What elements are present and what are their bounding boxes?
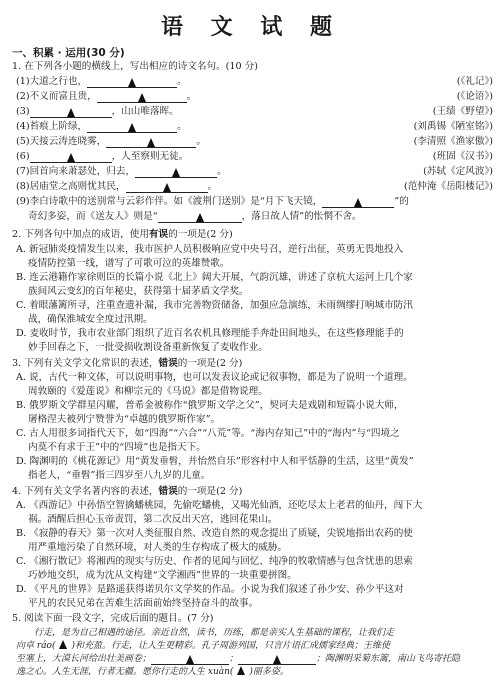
q1-item-3: (3) ，山山唯落晖。: [16, 106, 179, 117]
q1-item-7: (7)回首向来萧瑟处，归去， 。: [16, 166, 227, 177]
q1-source-4: (刘禹锡《陋室铭》): [413, 121, 493, 132]
q1-item-4: (4)苔痕上阶绿， 。: [16, 121, 187, 132]
q1-source-2: (《论语》): [456, 91, 493, 102]
q3-option-c-cont: 内莫不有求于王”中的“四境”也是指天下。: [28, 442, 206, 453]
q4-option-a: A. 《西游记》中孙悟空智擒蟠桃园，先偷吃蟠桃，又喝光仙酒，还吃尽太上老君的仙丹，闯下大: [16, 500, 423, 511]
q2-option-b: B. 连云港籍作家徐则臣的长篇小说《北上》阔大开展，气韵沉雄，讲述了京杭大运河上几个家: [16, 272, 413, 283]
triangle-marker-icon: [128, 78, 136, 87]
answer-blank[interactable]: [30, 152, 112, 163]
triangle-marker-icon: [67, 108, 75, 117]
answer-blank[interactable]: [97, 92, 187, 103]
q2-option-d: D. 麦收时节，我市农业部门组织了近百名农机具修理能手奔赴田间地头，在这些修理能手的: [16, 328, 404, 339]
q3-option-b: B. 俄罗斯文学群星闪耀，普希金被称作“俄罗斯文学之父”，契诃夫是戏剧和短篇小说大师，: [16, 400, 404, 411]
q1-item-9-line1: (9)李白诗歌中的送别常与云彩作伴。如《渡荆门送别》是“月下飞天镜， ”的: [16, 196, 409, 207]
q4-option-c-cont: 巧妙地交织，成为沈从文构建“文学湘西”世界的一块重要拼图。: [28, 570, 297, 581]
q2-stem: 2. 下列各句中加点的成语，使用有误的一项是(2 分): [12, 229, 233, 240]
q4-option-b-cont: 用严重地污染了自然环境，对人类的生存构成了极大的威胁。: [28, 542, 288, 553]
q4-option-d-cont: 平凡的农民兄弟在苦难生活面前始终坚持奋斗的故事。: [28, 598, 259, 609]
q4-option-b: B. 《寂静的春天》第一次对人类征服自然、改造自然的观念提出了质疑，尖锐地指出农药的使: [16, 528, 413, 539]
triangle-marker-icon: [196, 213, 204, 222]
triangle-marker-icon: [237, 666, 245, 675]
answer-blank[interactable]: [151, 654, 229, 665]
q1-stem: 1. 在下列各小题的横线上，写出相应的诗文名句。(10 分): [12, 61, 259, 72]
triangle-marker-icon: [59, 640, 67, 649]
q1-source-3: (王绩《野望》): [432, 106, 493, 117]
q3-option-d-cont: 指老人，“垂髫”指三四岁至八九岁的儿童。: [28, 470, 211, 481]
triangle-marker-icon: [186, 655, 194, 664]
q1-source-7: (苏轼《定风波》): [423, 166, 493, 177]
q1-source-6: (班固《汉书》): [432, 151, 493, 162]
triangle-marker-icon: [273, 655, 281, 664]
triangle-marker-icon: [138, 93, 146, 102]
answer-blank[interactable]: [106, 137, 196, 148]
triangle-marker-icon: [354, 198, 362, 207]
q1-item-1: (1)大道之行也， 。: [16, 76, 187, 87]
q3-option-a: A. 说，古代一种文体，可以说明事物，也可以发表议论或记叙事物，都是为了说明一个道理。: [16, 372, 413, 383]
q1-item-9-line2: 奇幻多姿，而《送友人》则是“ ，落日故人情”的怅惘不舍。: [28, 211, 362, 222]
answer-blank[interactable]: [126, 182, 208, 193]
q3-option-d: D. 陶渊明的《桃花源记》用“黄发垂髫，并怡然自乐”形容村中人和平恬静的生活，这里“黄发”: [16, 456, 414, 467]
q2-option-c: C. 着眼藩篱所寻，注重查遗补漏，我市完善物资储备，加强应急演练，未雨绸缪打响城市防汛: [16, 300, 413, 311]
answer-blank[interactable]: [158, 212, 242, 223]
answer-blank[interactable]: [238, 654, 316, 665]
q3-option-c: C. 古人用很多词指代天下，如“四海”“六合”“八荒”等。“海内存知己”中的“海内”与“四境之: [16, 428, 400, 439]
q1-item-8: (8)居庙堂之高则忧其民， 。: [16, 181, 218, 192]
q4-stem: 4. 下列有关文学名著内容的表述，错误的一项是(2 分): [12, 486, 243, 497]
q5-passage-line1: 行走，是为自己相遇的途径。亲近自然，读书，历练，都是亲实人生基础的课程，让我们走: [34, 628, 395, 638]
answer-blank[interactable]: [135, 167, 217, 178]
q5-passage-line4: 逸之心。人生无涯，行者无疆。愿你行走的人生 xuàn( )丽多姿。: [16, 667, 289, 677]
q4-option-a-cont: 祸。酒醒后担心玉帝责罚，第二次反出天宫，逃回花果山。: [28, 514, 278, 525]
q2-option-b-cont: 族间风云变幻的百年秘史，获得第十届茅盾文学奖。: [28, 286, 249, 297]
page-title: 语 文 试 题: [161, 15, 342, 40]
q1-source-1: (《礼记》): [456, 76, 493, 87]
q3-option-b-cont: 屠格涅夫被列宁赞誉为“卓越的俄罗斯作家”。: [28, 414, 221, 425]
q1-item-6: (6) ，人至察则无徒。: [16, 151, 189, 162]
q4-option-d: D. 《平凡的世界》是路遥获得诺贝尔文学奖的作品。小说为我们叙述了孙少安、孙少平这对: [16, 584, 404, 595]
answer-blank[interactable]: [87, 77, 177, 88]
q5-passage-line2: 向卓 ráo( )和充盈。行走，让人生更精彩。孔子周游列国，只言片语汇成儒家经典；王维使: [16, 641, 390, 651]
answer-blank[interactable]: [87, 122, 177, 133]
triangle-marker-icon: [172, 168, 180, 177]
q3-option-a-cont: 周敦颐的《爱莲说》和柳宗元的《马说》都是借物说理。: [28, 386, 268, 397]
section-heading: 一、积累 · 运用(30 分): [12, 47, 125, 59]
triangle-marker-icon: [128, 123, 136, 132]
q1-item-2: (2)不义而富且贵， 。: [16, 91, 197, 102]
triangle-marker-icon: [67, 153, 75, 162]
answer-blank[interactable]: [30, 107, 112, 118]
q4-option-c: C. 《湘行散记》将湘西的现实与历史、作者的见闻与回忆、纯净的牧歌情感与包含忧患的思索: [16, 556, 413, 567]
q1-source-8: (范仲淹《岳阳楼记》): [403, 181, 493, 192]
q2-option-c-cont: 战，确保淮城安全度过汛期。: [28, 314, 153, 325]
q2-option-a: A. 新冠肺炎疫情发生以来，我市医护人员积极响应党中央号召，逆行出征，英勇无畏地投入: [16, 244, 404, 255]
q3-stem: 3. 下列有关文学文化常识的表述，错误的一项是(2 分): [12, 358, 243, 369]
q1-source-5: (李清照《渔家傲》): [413, 136, 493, 147]
answer-blank[interactable]: [322, 197, 394, 208]
q2-option-a-cont: 疫情防控第一线，谱写了可歌可泣的英雄赞歌。: [28, 258, 230, 269]
q2-option-d-cont: 妙手回春之下，一批受损收割设备重新恢复了麦收作业。: [28, 342, 268, 353]
triangle-marker-icon: [147, 138, 155, 147]
q1-item-5: (5)天接云涛连晓雾， 。: [16, 136, 206, 147]
q5-passage-line3: 至塞上，大漠长河给出壮美画卷； ； ；陶渊明采菊东篱，南山飞鸟寄托隐: [16, 654, 461, 664]
triangle-marker-icon: [163, 183, 171, 192]
q5-stem: 5. 阅读下面一段文字，完成后面的题目。(7 分): [12, 613, 214, 624]
